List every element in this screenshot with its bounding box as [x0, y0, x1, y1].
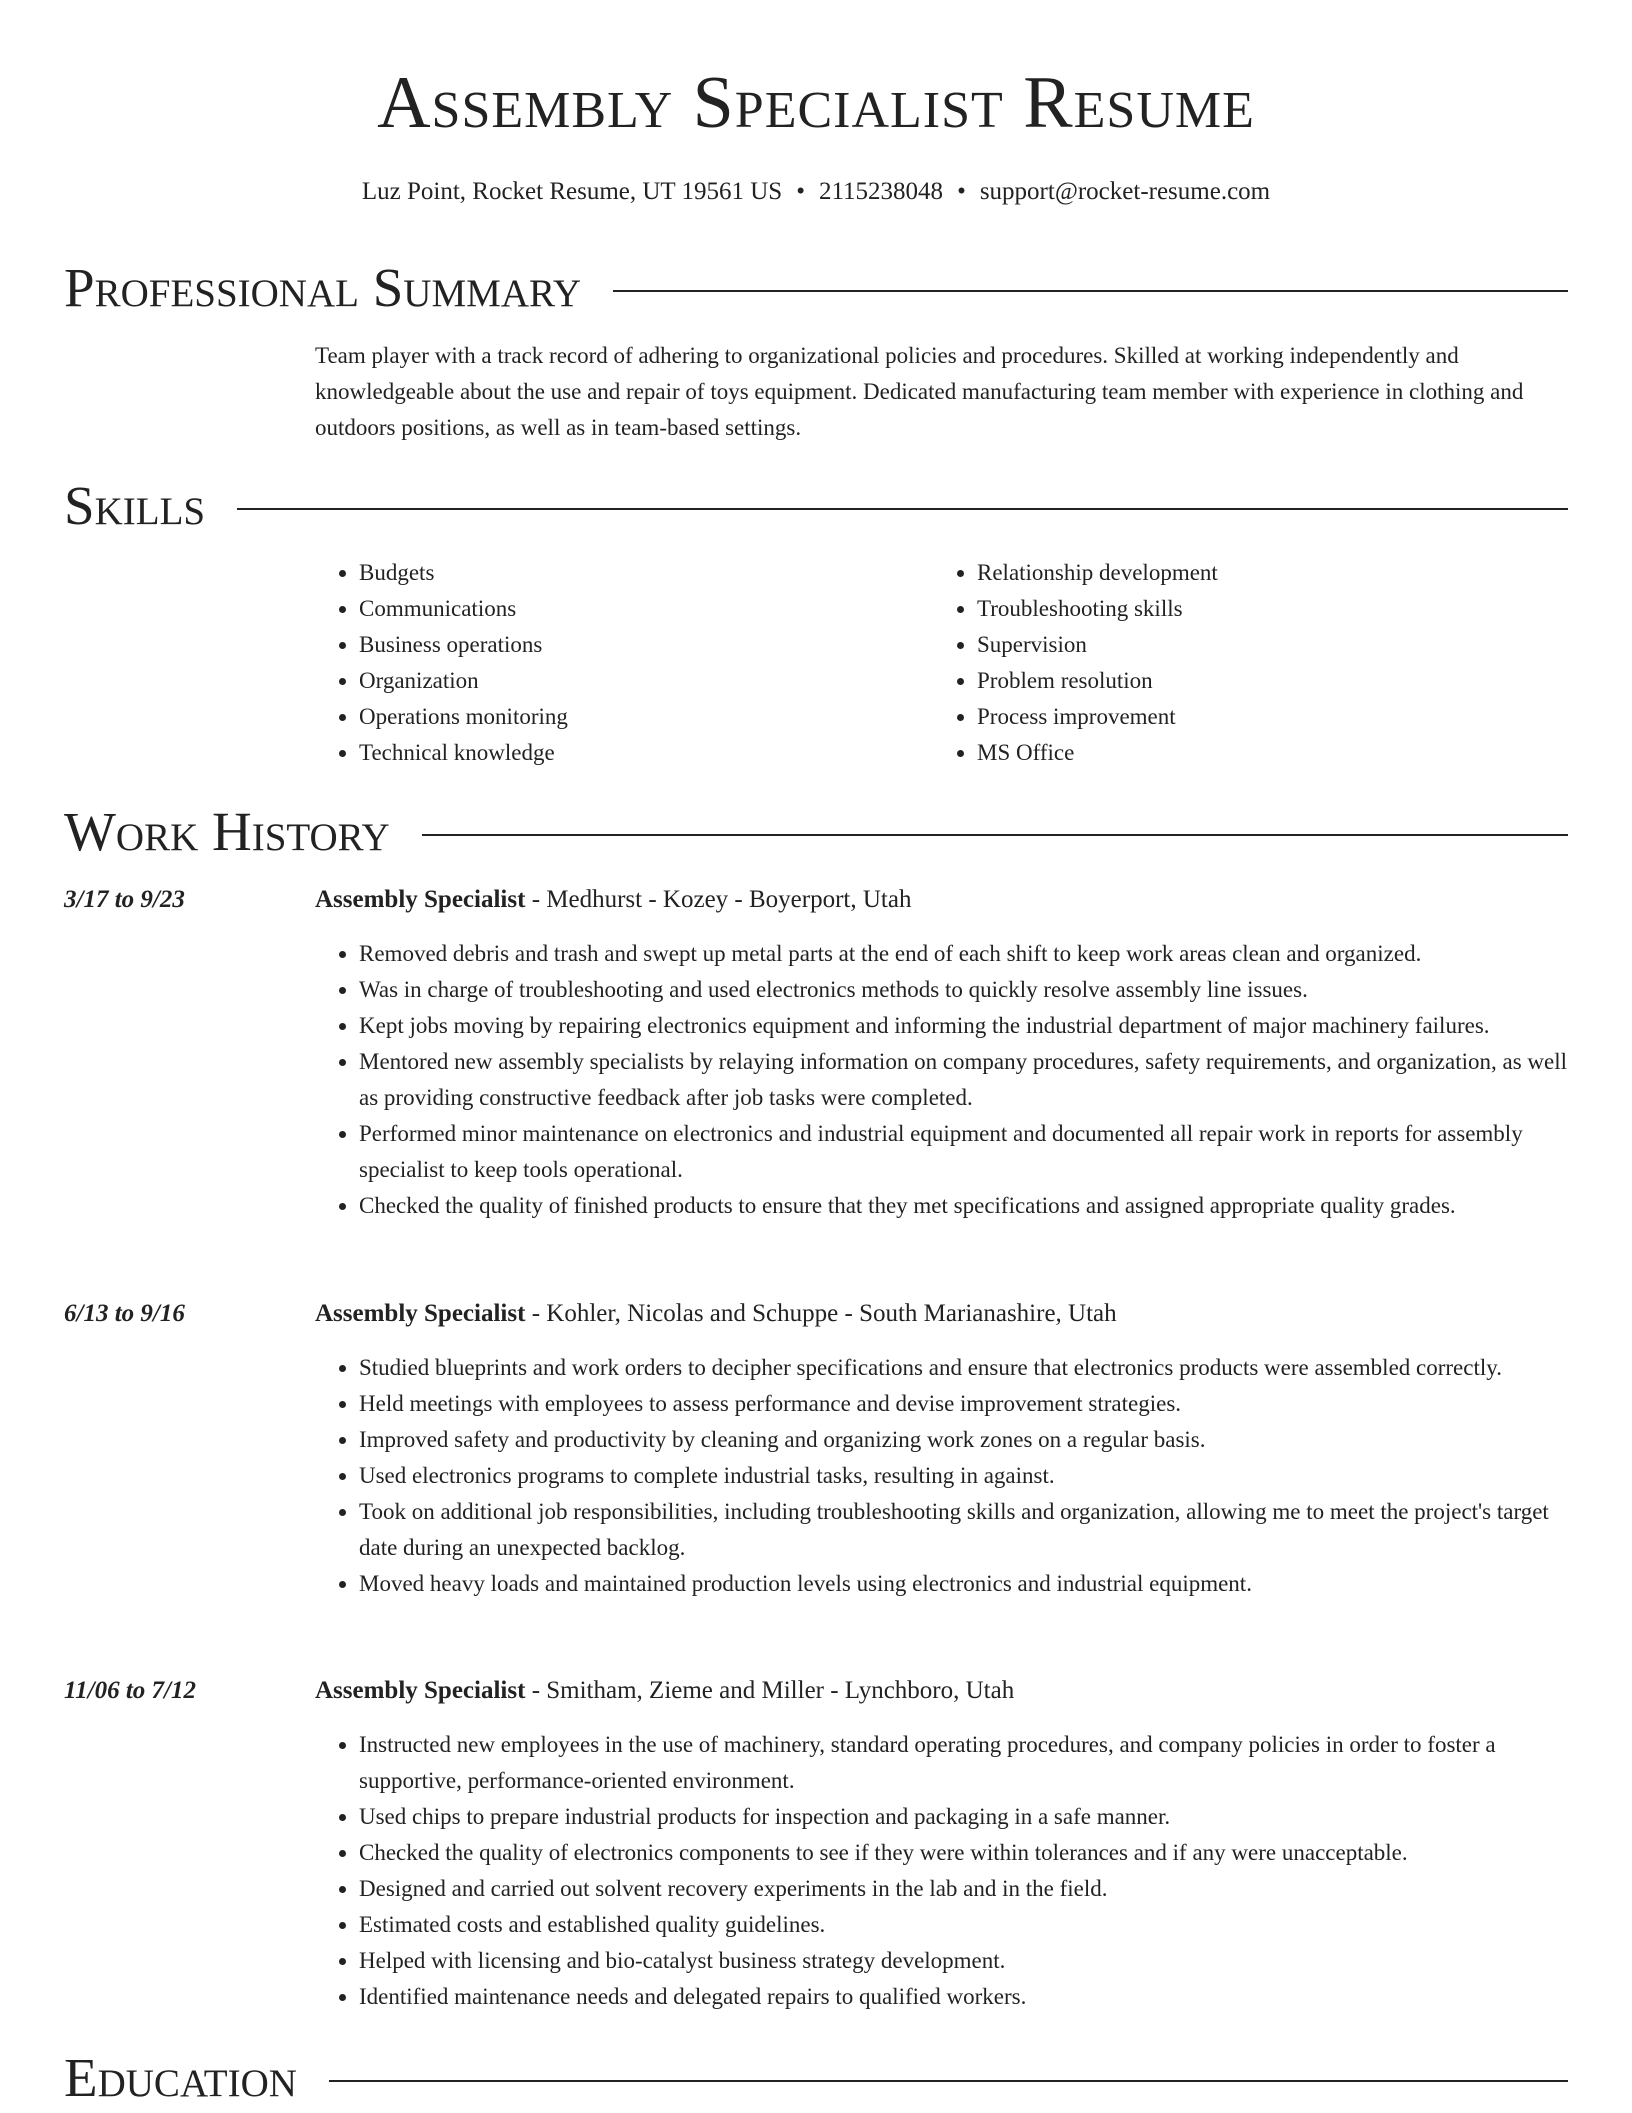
- job-dates: 6/13 to 9/16: [64, 1300, 185, 1327]
- section-title: Skills: [64, 475, 206, 536]
- section-work-header: [64, 797, 1568, 867]
- skill-item: • Process improvement: [977, 699, 1551, 735]
- job-heading: [315, 1296, 1117, 1332]
- job-company: - Medhurst - Kozey - Boyerport, Utah: [525, 886, 912, 913]
- job-bullet: • Checked the quality of electronics components to see if they were within tolerances and if any were unacceptable.: [359, 1835, 1568, 1871]
- job-bullet: • Mentored new assembly specialists by relaying information on company procedures, safety requirements, and organization, as well as providing constructive feedback after job tasks were completed.: [359, 1044, 1568, 1116]
- job-company: - Kohler, Nicolas and Schuppe - South Marianashire, Utah: [525, 1300, 1117, 1327]
- job-bullet: • Used chips to prepare industrial products for inspection and packaging in a safe manner.: [359, 1799, 1568, 1835]
- job-bullet: • Improved safety and productivity by cleaning and organizing work zones on a regular basis.: [359, 1422, 1568, 1458]
- job-role: Assembly Specialist: [315, 886, 526, 913]
- job-bullet: • Checked the quality of finished products to ensure that they met specifications and assigned appropriate quality grades.: [359, 1188, 1568, 1224]
- section-divider: [237, 508, 1568, 510]
- skill-item: • Troubleshooting skills: [977, 591, 1551, 627]
- job-company: - Smitham, Zieme and Miller - Lynchboro, Utah: [525, 1677, 1015, 1704]
- job-dates: 11/06 to 7/12: [64, 1677, 196, 1704]
- skill-item: • Operations monitoring: [359, 699, 933, 735]
- job-bullet: • Kept jobs moving by repairing electronics equipment and informing the industrial department of major machinery failures.: [359, 1008, 1568, 1044]
- resume-title: Assembly Specialist Resume: [377, 62, 1255, 144]
- contact-address: Luz Point, Rocket Resume, UT 19561 US: [361, 178, 783, 205]
- job-heading: [315, 882, 911, 918]
- skill-item: • Budgets: [359, 555, 933, 591]
- section-divider: [613, 290, 1568, 292]
- job-bullet: • Studied blueprints and work orders to decipher specifications and ensure that electronics products were assembled correctly.: [359, 1350, 1568, 1386]
- skill-item: • MS Office: [977, 735, 1551, 771]
- job-bullet: • Identified maintenance needs and delegated repairs to qualified workers.: [359, 1979, 1568, 2015]
- job-bullet: • Helped with licensing and bio-catalyst business strategy development.: [359, 1943, 1568, 1979]
- job-bullet: • Was in charge of troubleshooting and used electronics methods to quickly resolve assembly line issues.: [359, 972, 1568, 1008]
- skills-list: [315, 555, 1568, 771]
- separator-dot: •: [796, 178, 805, 205]
- section-title: Work History: [64, 801, 390, 862]
- skill-item: • Business operations: [359, 627, 933, 663]
- job-bullet: • Held meetings with employees to assess performance and devise improvement strategies.: [359, 1386, 1568, 1422]
- skill-item: • Supervision: [977, 627, 1551, 663]
- skill-item: • Communications: [359, 591, 933, 627]
- job-bullet: • Performed minor maintenance on electronics and industrial equipment and documented all repair work in reports for assembly specialist to keep tools operational.: [359, 1116, 1568, 1188]
- skill-item: • Relationship development: [977, 555, 1551, 591]
- job-bullets: [315, 1350, 1568, 1602]
- job-bullet: • Instructed new employees in the use of machinery, standard operating procedures, and company policies in order to foster a supportive, performance-oriented environment.: [359, 1727, 1568, 1799]
- separator-dot: •: [957, 178, 966, 205]
- skills-column-left: [315, 555, 933, 771]
- job-role: Assembly Specialist: [315, 1677, 526, 1704]
- job-bullet: • Estimated costs and established quality guidelines.: [359, 1907, 1568, 1943]
- contact-line: [0, 174, 1632, 210]
- section-summary-header: [64, 253, 1568, 323]
- section-skills-header: [64, 471, 1568, 541]
- job-bullets: [315, 936, 1568, 1224]
- job-bullet: • Used electronics programs to complete industrial tasks, resulting in against.: [359, 1458, 1568, 1494]
- job-bullets: [315, 1727, 1568, 2015]
- job-bullet: • Removed debris and trash and swept up metal parts at the end of each shift to keep work areas clean and organized.: [359, 936, 1568, 972]
- section-education-header: [64, 2043, 1568, 2113]
- summary-text: Team player with a track record of adhering to organizational policies and procedures. Skilled at working independently and knowledgeable about the use and repair of toys equipment. Dedicated manufacturing team member with experience in clothing and outdoors positions, as well as in team-based settings.: [315, 343, 1524, 440]
- job-bullet: • Designed and carried out solvent recovery experiments in the lab and in the field.: [359, 1871, 1568, 1907]
- section-divider: [422, 834, 1568, 836]
- job-role: Assembly Specialist: [315, 1300, 526, 1327]
- contact-phone: 2115238048: [818, 178, 944, 205]
- section-title: Professional Summary: [64, 257, 582, 318]
- contact-email[interactable]: support@rocket-resume.com: [979, 178, 1271, 205]
- job-dates: 3/17 to 9/23: [64, 886, 185, 913]
- skill-item: • Problem resolution: [977, 663, 1551, 699]
- section-title: Education: [64, 2047, 297, 2108]
- job-heading: [315, 1673, 1014, 1709]
- section-divider: [329, 2080, 1568, 2082]
- skills-column-right: [933, 555, 1551, 771]
- skill-item: • Organization: [359, 663, 933, 699]
- skill-item: • Technical knowledge: [359, 735, 933, 771]
- job-bullet: • Took on additional job responsibilities, including troubleshooting skills and organization, allowing me to meet the project's target date during an unexpected backlog.: [359, 1494, 1568, 1566]
- job-bullet: • Moved heavy loads and maintained production levels using electronics and industrial equipment.: [359, 1566, 1568, 1602]
